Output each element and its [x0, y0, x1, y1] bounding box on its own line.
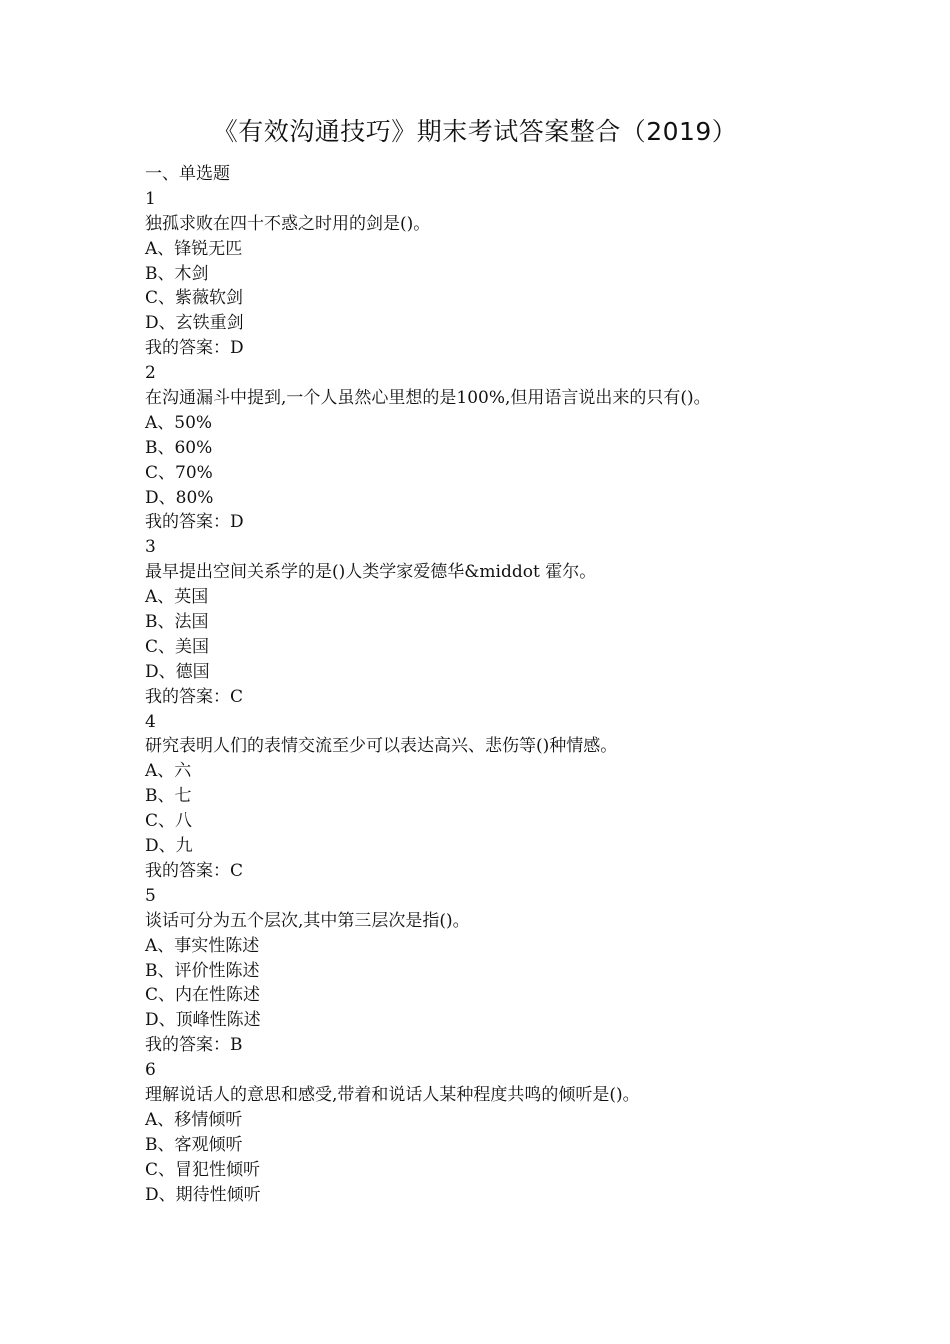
option-d: D、80% [145, 487, 214, 508]
question-number: 5 [145, 885, 156, 906]
question-block [145, 361, 905, 535]
option-b: B、七 [145, 786, 192, 807]
question-number: 2 [145, 363, 156, 384]
option-c: C、紫薇软剑 [145, 288, 244, 309]
question-block [145, 535, 905, 709]
answer-line: 我的答案：C [145, 686, 244, 707]
document-title: 《有效沟通技巧》期末考试答案整合（2019） [212, 117, 738, 146]
option-b: B、法国 [145, 612, 209, 633]
question-number: 6 [145, 1060, 156, 1081]
question-block [145, 884, 905, 1058]
option-c: C、八 [145, 811, 193, 832]
option-b: B、客观倾听 [145, 1134, 243, 1155]
option-d: D、玄铁重剑 [145, 313, 244, 334]
question-number: 3 [145, 537, 156, 558]
option-a: A、锋锐无匹 [145, 238, 243, 259]
option-a: A、事实性陈述 [145, 935, 260, 956]
option-a: A、英国 [145, 587, 209, 608]
question-text: 研究表明人们的表情交流至少可以表达高兴、悲伤等()种情感。 [145, 736, 618, 757]
question-block [145, 1058, 905, 1207]
option-d: D、九 [145, 836, 193, 857]
question-text: 谈话可分为五个层次,其中第三层次是指()。 [145, 910, 470, 931]
document-body [145, 162, 905, 1207]
option-d: D、顶峰性陈述 [145, 1010, 261, 1031]
option-c: C、冒犯性倾听 [145, 1159, 261, 1180]
option-a: A、六 [145, 761, 192, 782]
option-c: C、70% [145, 462, 213, 483]
option-b: B、60% [145, 437, 213, 458]
section-heading: 一、单选题 [145, 164, 230, 184]
option-c: C、美国 [145, 636, 210, 657]
question-text: 在沟通漏斗中提到,一个人虽然心里想的是100%,但用语言说出来的只有()。 [145, 388, 711, 409]
question-block [145, 710, 905, 884]
question-text: 理解说话人的意思和感受,带着和说话人某种程度共鸣的倾听是()。 [145, 1084, 640, 1105]
answer-line: 我的答案：D [145, 512, 244, 533]
option-d: D、德国 [145, 661, 210, 682]
option-d: D、期待性倾听 [145, 1184, 261, 1205]
question-number: 1 [145, 188, 156, 209]
answer-line: 我的答案：C [145, 860, 244, 881]
option-b: B、木剑 [145, 263, 209, 284]
question-text: 最早提出空间关系学的是()人类学家爱德华&middot 霍尔。 [145, 562, 597, 583]
answer-line: 我的答案：D [145, 338, 244, 359]
question-text: 独孤求败在四十不惑之时用的剑是()。 [145, 213, 431, 234]
option-c: C、内在性陈述 [145, 985, 261, 1006]
option-b: B、评价性陈述 [145, 960, 260, 981]
question-number: 4 [145, 711, 156, 732]
question-block [145, 187, 905, 361]
answer-line: 我的答案：B [145, 1035, 243, 1056]
option-a: A、50% [145, 412, 213, 433]
option-a: A、移情倾听 [145, 1109, 243, 1130]
